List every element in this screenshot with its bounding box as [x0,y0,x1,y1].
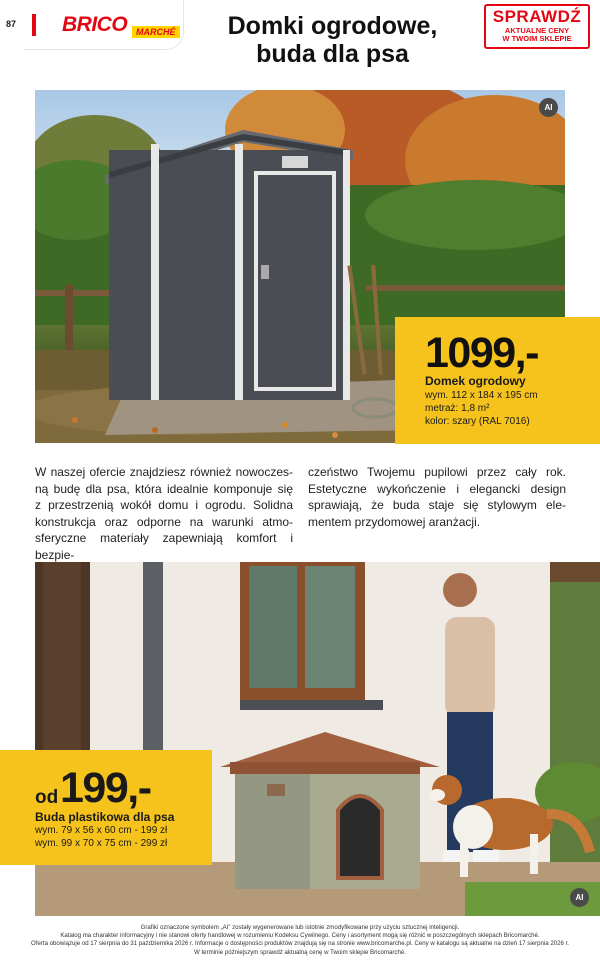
description-line: Estetyczne wykończenie i elegancki design [308,481,566,496]
description-line: sferyczne materiały zapewniają komfort i bezpie- [35,531,293,562]
legal-footer [10,924,590,957]
description-line: mentem przydomowej aranżacji. [308,514,481,529]
description-line: z przestrzenią wokół domu i ogrodu. Solidna [35,498,293,512]
title-line-1: Domki ogrodowe, [227,12,438,40]
doghouse-product-name: Buda plastikowa dla psa [35,810,175,824]
shed-spec-dimensions: wym. 112 x 184 x 195 cm [425,390,538,401]
title-line-2: buda dla psa [256,40,409,68]
ai-generated-badge-doghouse: AI [570,888,589,907]
description-line: W naszej ofercie znajdziesz również nowoczes- [35,465,293,479]
description-left-column [35,464,293,563]
doghouse-price: 199,- [60,764,151,812]
description-line: czeństwo Twojemu pupilowi przez cały rok. [308,465,566,479]
description-line: sprawiają, że buda staje się stylowym ele- [308,498,566,512]
check-badge-heading: SPRAWDŹ [492,7,582,26]
description-line: konstrukcja oraz odporne na warunki atmo- [35,514,293,529]
footer-ai-note: Grafiki oznaczone symbolem „AI” zostały wygenerowane lub istotnie zmodyfikowane przy użyciu sztucznej inteligencji. [140,924,460,931]
footer-validity: Oferta obowiązuje od 17 sierpnia do 31 października 2026 r. Informacje o dostępności produktów znajdują się na stronie www.bricomarche.pl. Ceny w katalogu są aktualne na dzień 17 sierpnia 2026 r. [31,940,569,948]
check-badge-line-2: W TWOIM SKLEPIE [502,34,572,43]
description-line: ną budę dla psa, która idealnie komponuje się [35,481,293,496]
shed-product-name: Domek ogrodowy [425,374,526,388]
ai-generated-badge-shed: AI [539,98,558,117]
doghouse-price-prefix: od [35,787,59,808]
logo-marche-text: MARCHÉ [132,26,180,38]
page-title [200,12,465,68]
check-prices-badge[interactable] [484,4,590,49]
logo-brico-text: BRICO [62,13,128,36]
doghouse-price-box[interactable] [0,750,212,865]
description-right-column [308,464,566,530]
shed-spec-area: metraż: 1,8 m² [425,403,490,414]
shed-price-box[interactable] [395,317,600,444]
doghouse-spec-large: wym. 99 x 70 x 75 cm - 299 zł [35,838,168,849]
doghouse-spec-small: wym. 79 x 56 x 60 cm - 199 zł [35,825,168,836]
brand-logo[interactable] [24,0,184,50]
footer-check-price: W terminie późniejszym sprawdź aktualną cenę w Twoim sklepie Bricomarché. [194,948,406,956]
shed-price: 1099,- [425,329,538,377]
check-badge-line-1: AKTUALNE CENY [504,26,570,35]
footer-disclaimer: Katalog ma charakter informacyjny i nie stanowi oferty handlowej w rozumieniu Kodeksu Cywilnego. Ceny i asortyment mogą się różnić w poszczególnych sklepach Bricomarché. [60,932,540,940]
shed-spec-color: kolor: szary (RAL 7016) [425,416,530,427]
logo-accent-bar [32,14,36,36]
page-number: 87 [6,19,17,29]
